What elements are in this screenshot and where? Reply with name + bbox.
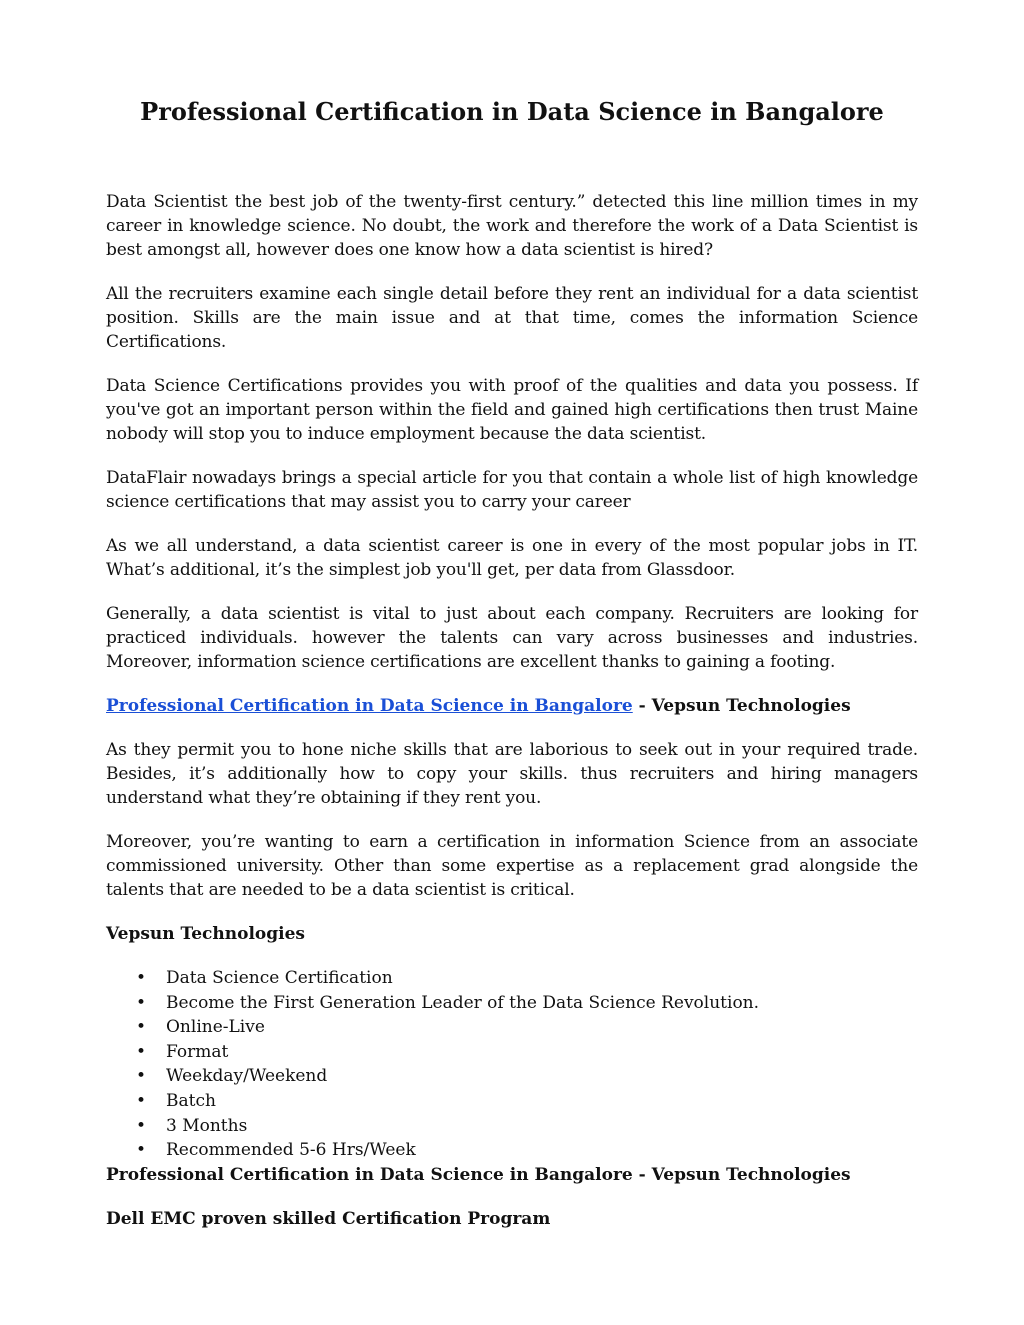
paragraph-intro: Data Scientist the best job of the twenty-first century.” detected this line million times in my career in knowledge science. No doubt, the work and therefore the work of a Data Scientist is best amongst all, however does one know how a data scientist is hired?: [106, 192, 918, 260]
list-item: • Data Science Certification: [136, 966, 918, 991]
list-item: • Batch: [136, 1089, 918, 1114]
closing-heading-course: Professional Certification in Data Science in Bangalore - Vepsun Technologies: [106, 1164, 851, 1185]
course-link[interactable]: Professional Certification in Data Science in Bangalore: [106, 696, 633, 716]
paragraph-generally: Generally, a data scientist is vital to just about each company. Recruiters are looking for practiced individuals. however the talents can vary across businesses and industries. Moreover, information science certifications are excellent thanks to gaining a footing.: [106, 604, 918, 672]
list-item: • Format: [136, 1040, 918, 1065]
list-item: • Recommended 5-6 Hrs/Week: [136, 1138, 918, 1163]
section-heading-vepsun: Vepsun Technologies: [106, 924, 305, 944]
course-link-line: [106, 694, 918, 718]
paragraph-recruiters: All the recruiters examine each single detail before they rent an individual for a data scientist position. Skills are the main issue and at that time, comes the information Science Certifications.: [106, 284, 918, 352]
feature-list: [106, 966, 918, 1163]
list-item: • Weekday/Weekend: [136, 1064, 918, 1089]
paragraph-dataflair: DataFlair nowadays brings a special article for you that contain a whole list of high knowledge science certifications that may assist you to carry your career: [106, 468, 918, 512]
paragraph-niche-skills: As they permit you to hone niche skills that are laborious to seek out in your required trade. Besides, it’s additionally how to copy your skills. thus recruiters and hiring managers understand what they’re obtaining if they rent you.: [106, 740, 918, 808]
document-title: Professional Certification in Data Science in Bangalore: [140, 97, 884, 126]
paragraph-career: As we all understand, a data scientist career is one in every of the most popular jobs in IT. What’s additional, it’s the simplest job you'll get, per data from Glassdoor.: [106, 536, 918, 580]
list-item: • Become the First Generation Leader of the Data Science Revolution.: [136, 991, 918, 1016]
paragraph-certifications: Data Science Certifications provides you with proof of the qualities and data you possess. If you've got an important person within the field and gained high certifications then trust Maine nobody will stop you to induce employment because the data scientist.: [106, 376, 918, 444]
paragraph-university: Moreover, you’re wanting to earn a certification in information Science from an associate commissioned university. Other than some expertise as a replacement grad alongside the talents that are needed to be a data scientist is critical.: [106, 832, 918, 900]
list-item: • 3 Months: [136, 1114, 918, 1139]
list-item: • Online-Live: [136, 1015, 918, 1040]
course-link-suffix: - Vepsun Technologies: [632, 696, 851, 716]
closing-heading-dell-emc: Dell EMC proven skilled Certification Program: [106, 1208, 551, 1229]
document-body: [106, 190, 918, 1251]
